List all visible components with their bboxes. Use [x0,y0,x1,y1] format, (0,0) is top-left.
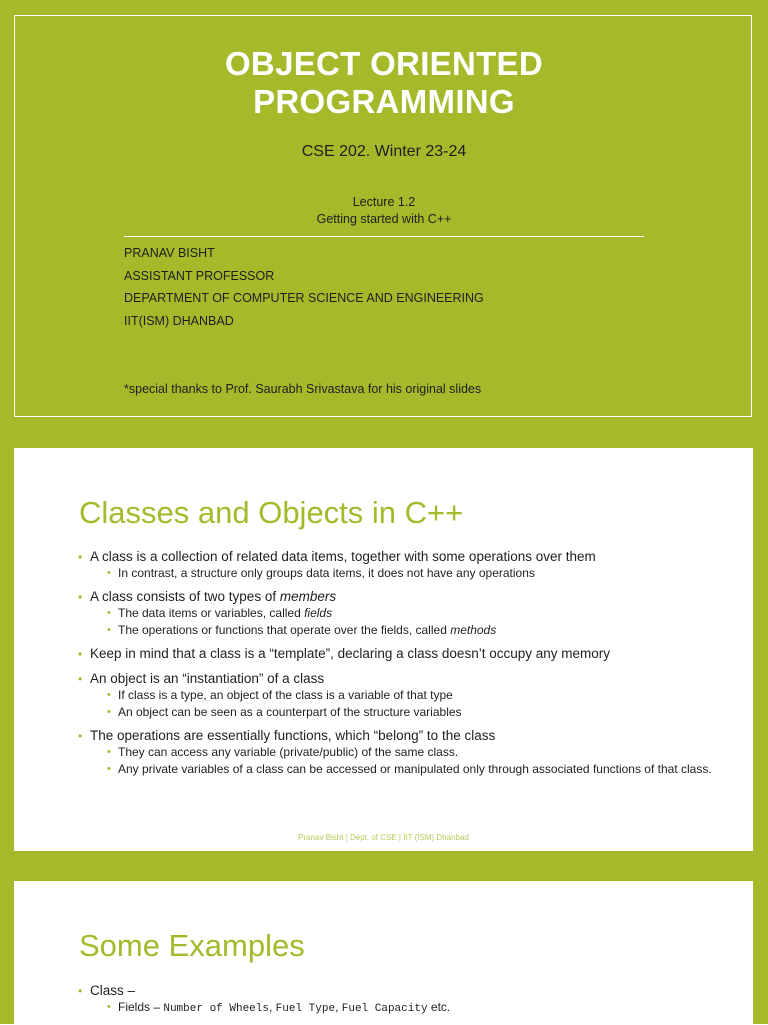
divider [124,236,644,237]
title-line-2: PROGRAMMING [253,83,515,120]
bullet-text: The operations are essentially functions, which “belong” to the class [90,728,496,743]
emphasis-methods: methods [450,623,497,637]
author-department: DEPARTMENT OF COMPUTER SCIENCE AND ENGINEERING [124,291,484,306]
sub-list [90,746,736,776]
fields-label: Fields – [118,1000,164,1014]
sub-text: The data items or variables, called [118,606,305,620]
list-item [76,646,736,662]
acknowledgement: *special thanks to Prof. Saurabh Srivastava for his original slides [124,382,482,396]
lecture-number: Lecture 1.2 [352,195,416,209]
sub-item [90,624,736,637]
list-item [76,728,736,776]
course-code: CSE 202. Winter 23-24 [301,143,467,160]
sub-text: The operations or functions that operate over the fields, called [118,623,451,637]
lecture-topic: Getting started with C++ [316,212,452,226]
examples-slide [14,881,753,1024]
author-block [124,242,484,333]
sub-item: • If class is a type, an object of the class is a variable of that type [90,689,736,702]
emphasis-members: members [279,589,337,604]
sub-item [90,1001,736,1016]
sub-item: • Any private variables of a class can be accessed or manipulated only through associated functions of that class. [90,763,736,776]
bullet-text: Class – [90,983,136,998]
bullet-list [76,983,736,1025]
author-position: ASSISTANT PROFESSOR [124,268,275,283]
bullet-text: An object is an “instantiation” of a class [90,671,325,686]
bullet-list [76,549,736,785]
title-line-1: OBJECT ORIENTED [224,45,544,82]
classes-objects-slide [14,448,753,851]
author-name: PRANAV BISHT [124,246,215,260]
emphasis-fields: fields [304,606,333,620]
code-field: Number of Wheels [163,1003,269,1015]
list-item [76,589,736,637]
bullet-text: Keep in mind that a class is a “template”, declaring a class doesn’t occupy any memory [90,646,610,661]
presentation-title [0,45,768,121]
sub-item: • An object can be seen as a counterpart of the structure variables [90,706,736,719]
sub-list [90,689,736,719]
list-item [76,549,736,580]
title-slide [0,0,768,433]
sub-item [90,607,736,620]
list-item [76,671,736,719]
sub-list [90,607,736,637]
code-field: Fuel Type [275,1003,336,1015]
author-institute: IIT(ISM) DHANBAD [124,314,234,329]
bullet-text: A class is a collection of related data items, together with some operations over them [90,549,596,564]
separator: , [268,1000,276,1014]
code-field: Fuel Capacity [341,1003,428,1015]
lecture-info [0,194,768,228]
separator: , [335,1000,342,1014]
sub-item: • In contrast, a structure only groups data items, it does not have any operations [90,567,736,580]
bullet-text: A class consists of two types of [90,589,280,604]
sub-item: • They can access any variable (private/public) of the same class. [90,746,736,759]
slide-title: Some Examples [79,928,305,963]
slide-title: Classes and Objects in C++ [79,495,464,530]
sub-list [90,567,736,580]
etc-text: etc. [427,1000,451,1014]
sub-list [90,1001,736,1016]
slide-footer: Pranav Bisht | Dept. of CSE | IIT (ISM) Dhanbad [298,833,469,842]
list-item [76,983,736,1016]
